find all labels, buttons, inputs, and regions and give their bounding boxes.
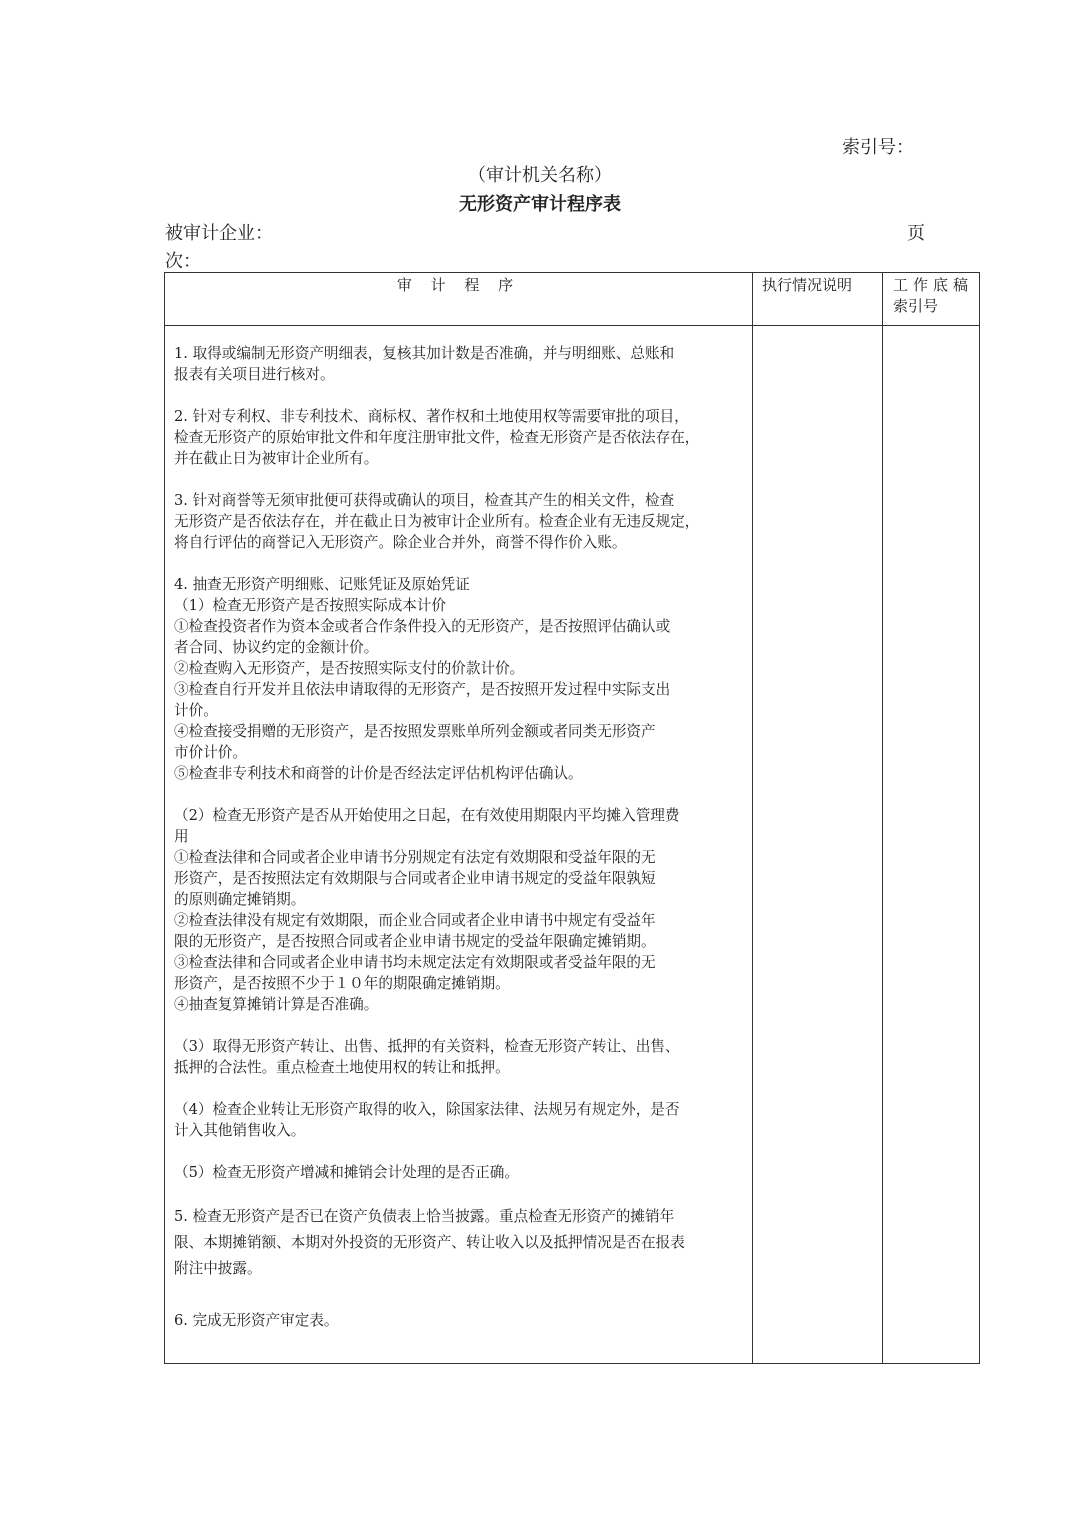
procedure-line: （4）检查企业转让无形资产取得的收入，除国家法律、法规另有规定外，是否 xyxy=(174,1101,680,1118)
procedure-line: ⑤检查非专利技术和商誉的计价是否经法定评估机构评估确认。 xyxy=(174,765,583,782)
procedure-line: ②检查法律没有规定有效期限，而企业合同或者企业申请书中规定有受益年 xyxy=(174,912,656,929)
procedure-line: 者合同、协议约定的金额计价。 xyxy=(174,639,379,656)
procedure-line: 计价。 xyxy=(174,702,218,719)
blank-line xyxy=(174,1015,749,1036)
blank-line xyxy=(174,469,749,490)
procedure-line: 的原则确定摊销期。 xyxy=(174,891,306,908)
procedure-line: ②检查购入无形资产，是否按照实际支付的价款计价。 xyxy=(174,660,525,677)
audit-organization-name: （审计机关名称） xyxy=(468,165,612,186)
procedure-line: ③检查法律和合同或者企业申请书均未规定法定有效期限或者受益年限的无 xyxy=(174,954,656,971)
column-divider xyxy=(882,273,883,1363)
procedure-line: 附注中披露。 xyxy=(174,1260,262,1277)
blank-line xyxy=(174,385,749,406)
procedure-line: 检查无形资产的原始审批文件和年度注册审批文件，检查无形资产是否依法存在， xyxy=(174,429,700,446)
procedure-line: ①检查法律和合同或者企业申请书分别规定有法定有效期限和受益年限的无 xyxy=(174,849,656,866)
auditee-label: 被审计企业： xyxy=(165,223,273,244)
blank-line xyxy=(174,553,749,574)
procedure-line: 并在截止日为被审计企业所有。 xyxy=(174,450,379,467)
procedure-line: （1）检查无形资产是否按照实际成本计价 xyxy=(174,597,446,614)
column-header-procedure: 审 计 程 序 xyxy=(396,276,521,294)
procedure-line: （5）检查无形资产增减和摊销会计处理的是否正确。 xyxy=(174,1164,519,1181)
procedure-line: ④抽查复算摊销计算是否准确。 xyxy=(174,996,379,1013)
header-divider xyxy=(165,325,979,326)
procedure-line: 市价计价。 xyxy=(174,744,247,761)
procedure-line: ①检查投资者作为资本金或者合作条件投入的无形资产，是否按照评估确认或 xyxy=(174,618,671,635)
procedure-line: ③检查自行开发并且依法申请取得的无形资产，是否按照开发过程中实际支出 xyxy=(174,681,671,698)
blank-line xyxy=(174,1078,749,1099)
procedure-line: （2）检查无形资产是否从开始使用之日起，在有效使用期限内平均摊入管理费 xyxy=(174,807,680,824)
column-header-execution: 执行情况说明 xyxy=(762,276,853,294)
procedure-line: 无形资产是否依法存在，并在截止日为被审计企业所有。检查企业有无违反规定， xyxy=(174,513,700,530)
procedure-line: 计入其他销售收入。 xyxy=(174,1122,306,1139)
procedure-line: 限、本期摊销额、本期对外投资的无形资产、转让收入以及抵押情况是否在报表 xyxy=(174,1234,685,1251)
procedure-line: 形资产，是否按照法定有效期限与合同或者企业申请书规定的受益年限孰短 xyxy=(174,870,656,887)
procedure-line: （3）取得无形资产转让、出售、抵押的有关资料，检查无形资产转让、出售、 xyxy=(174,1038,680,1055)
procedure-line: 1. 取得或编制无形资产明细表，复核其加计数是否准确，并与明细账、总账和 xyxy=(174,345,675,362)
procedure-line: 形资产，是否按照不少于１０年的期限确定摊销期。 xyxy=(174,975,510,992)
procedure-line: 5. 检查无形资产是否已在资产负债表上恰当披露。重点检查无形资产的摊销年 xyxy=(174,1208,675,1225)
procedure-line: 3. 针对商誉等无须审批便可获得或确认的项目，检查其产生的相关文件，检查 xyxy=(174,492,675,509)
procedure-line: 2. 针对专利权、非专利技术、商标权、著作权和土地使用权等需要审批的项目， xyxy=(174,408,689,425)
blank-line xyxy=(174,784,749,805)
procedure-line: 报表有关项目进行核对。 xyxy=(174,366,335,383)
procedure-line: 6. 完成无形资产审定表。 xyxy=(174,1312,339,1329)
blank-line xyxy=(174,1282,749,1308)
procedure-line: 限的无形资产，是否按照合同或者企业申请书规定的受益年限确定摊销期。 xyxy=(174,933,656,950)
procedure-line: 4. 抽查无形资产明细账、记账凭证及原始凭证 xyxy=(174,576,470,593)
procedure-line: ④检查接受捐赠的无形资产，是否按照发票账单所列金额或者同类无形资产 xyxy=(174,723,656,740)
procedure-text xyxy=(174,343,749,1334)
blank-line xyxy=(174,1141,749,1162)
index-number-label: 索引号： xyxy=(842,137,914,158)
procedure-line: 用 xyxy=(174,828,189,845)
blank-line xyxy=(174,1183,749,1204)
procedure-line: 将自行评估的商誉记入无形资产。除企业合并外，商誉不得作价入账。 xyxy=(174,534,627,551)
page-number-label-continued: 次： xyxy=(165,251,201,272)
page-number-label: 页 xyxy=(907,223,925,244)
audit-procedure-table xyxy=(164,272,980,1364)
column-divider xyxy=(752,273,753,1363)
document-title: 无形资产审计程序表 xyxy=(459,194,621,215)
column-header-reference-line2: 索引号 xyxy=(893,297,939,315)
procedure-line: 抵押的合法性。重点检查土地使用权的转让和抵押。 xyxy=(174,1059,510,1076)
column-header-reference: 工作底稿 xyxy=(893,276,974,294)
